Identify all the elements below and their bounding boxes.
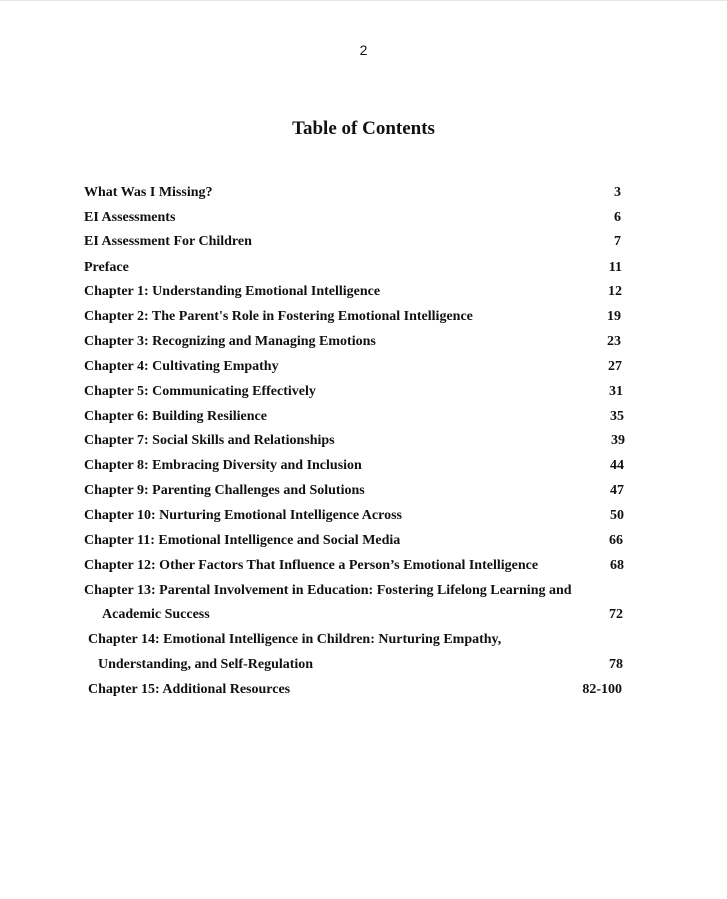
toc-entry-label: Chapter 1: Understanding Emotional Intelligence [84, 284, 381, 299]
toc-entry-page: 31 [609, 384, 623, 399]
toc-entry-label: Chapter 10: Nurturing Emotional Intelligence Across [84, 508, 402, 523]
toc-entry-page: 35 [610, 409, 624, 424]
toc-entry-page: 72 [609, 607, 623, 622]
toc-entry-label: Chapter 15: Additional Resources [88, 682, 291, 697]
toc-entry-label: EI Assessment For Children [84, 234, 252, 249]
toc-entry-page: 7 [614, 234, 621, 249]
toc-entry-label: Chapter 5: Communicating Effectively [84, 384, 316, 399]
toc-entry-label: Chapter 11: Emotional Intelligence and Social Media [84, 533, 401, 548]
toc-list [0, 1, 727, 899]
toc-entry-page: 47 [610, 483, 624, 498]
toc-entry-label: Chapter 6: Building Resilience [84, 409, 267, 424]
toc-entry-label: Chapter 14: Emotional Intelligence in Children: Nurturing Empathy, [88, 632, 502, 647]
toc-entry-label: Chapter 2: The Parent's Role in Fostering Emotional Intelligence [84, 309, 473, 324]
toc-entry-page: 3 [614, 185, 621, 200]
toc-entry-label: What Was I Missing? [84, 185, 213, 200]
toc-entry-page: 12 [608, 284, 622, 299]
toc-entry-page: 23 [607, 334, 621, 349]
toc-entry-page: 68 [610, 558, 624, 573]
toc-entry-page: 19 [607, 309, 621, 324]
toc-entry-label: Chapter 3: Recognizing and Managing Emotions [84, 334, 376, 349]
toc-entry-page: 50 [610, 508, 624, 523]
toc-entry-label: EI Assessments [84, 210, 176, 225]
toc-entry-page: 78 [609, 657, 623, 672]
toc-entry-label: Chapter 8: Embracing Diversity and Inclusion [84, 458, 362, 473]
toc-entry-page: 11 [608, 260, 622, 275]
toc-entry-label: Preface [84, 260, 129, 275]
toc-entry-page: 27 [608, 359, 622, 374]
toc-entry-continuation: Academic Success [102, 607, 210, 622]
toc-entry-page: 44 [610, 458, 624, 473]
toc-title: Table of Contents [292, 118, 435, 139]
toc-entry-label: Chapter 9: Parenting Challenges and Solutions [84, 483, 365, 498]
toc-entry-label: Chapter 12: Other Factors That Influence a Person’s Emotional Intelligence [84, 558, 539, 573]
toc-entry-continuation: Understanding, and Self-Regulation [98, 657, 314, 672]
toc-entry-page: 66 [609, 533, 623, 548]
toc-entry-page: 82-100 [582, 682, 622, 697]
toc-entry-label: Chapter 7: Social Skills and Relationships [84, 433, 335, 448]
toc-entry-label: Chapter 13: Parental Involvement in Education: Fostering Lifelong Learning and [84, 583, 572, 598]
page-number: 2 [359, 42, 368, 58]
toc-entry-page: 39 [611, 433, 625, 448]
toc-entry-page: 6 [614, 210, 621, 225]
toc-entry-label: Chapter 4: Cultivating Empathy [84, 359, 279, 374]
